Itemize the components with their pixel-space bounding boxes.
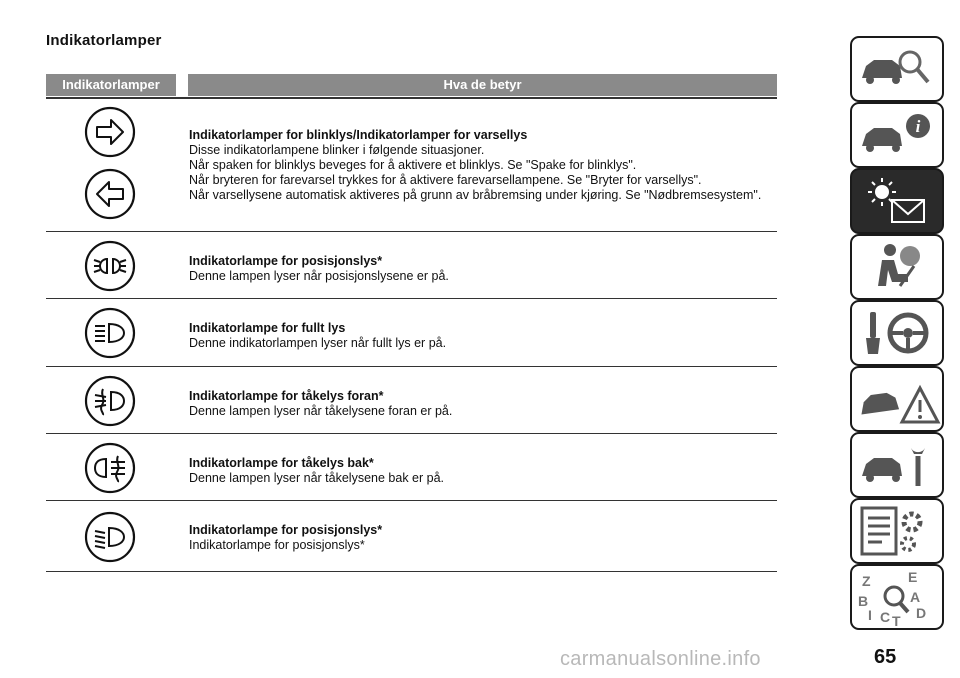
car-info-icon bbox=[852, 104, 942, 166]
car-search-icon bbox=[852, 38, 942, 100]
row-text-line: Når varsellysene automatisk aktiveres på grunn av bråbremsing under kjøring. Se "Nødbremsesystem". bbox=[189, 188, 762, 202]
table-bottom-border bbox=[46, 571, 777, 572]
turn-right-arrow-icon bbox=[84, 106, 136, 158]
key-steering-wheel-icon bbox=[852, 302, 942, 364]
tab-safety[interactable] bbox=[850, 234, 944, 300]
column-header-meaning: Hva de betyr bbox=[188, 74, 777, 96]
index-letter: B bbox=[858, 593, 869, 609]
table-row bbox=[46, 434, 777, 501]
chapter-tabs bbox=[850, 0, 960, 678]
row-title: Indikatorlampe for posisjonslys* bbox=[189, 254, 383, 268]
high-beam-icon bbox=[84, 307, 136, 359]
watermark: carmanualsonline.info bbox=[560, 648, 761, 670]
page-title: Indikatorlamper bbox=[46, 32, 162, 49]
column-header-icons: Indikatorlamper bbox=[46, 74, 176, 96]
tab-car-search[interactable] bbox=[850, 36, 944, 102]
tab-warning-lights[interactable] bbox=[850, 168, 944, 234]
svg-text:i: i bbox=[915, 117, 921, 136]
position-lights-icon bbox=[84, 240, 136, 292]
row-text-line: Disse indikatorlampene blinker i følgende situasjoner. bbox=[189, 143, 485, 157]
low-beam-icon bbox=[84, 511, 136, 563]
row-title: Indikatorlampe for fullt lys bbox=[189, 321, 346, 335]
tab-starting-driving[interactable] bbox=[850, 300, 944, 366]
row-text-line: Denne lampen lyser når posisjonslysene er på. bbox=[189, 269, 449, 283]
tab-technical-data[interactable] bbox=[850, 498, 944, 564]
table-row bbox=[46, 98, 777, 232]
row-text-line: Denne lampen lyser når tåkelysene bak er på. bbox=[189, 471, 445, 485]
table-row bbox=[46, 501, 777, 571]
row-title: Indikatorlamper for blinklys/Indikatorlamper for varsellys bbox=[189, 128, 528, 142]
index-letter: I bbox=[868, 607, 872, 623]
index-letter: T bbox=[892, 613, 901, 628]
row-title: Indikatorlampe for posisjonslys* bbox=[189, 523, 383, 537]
table-row bbox=[46, 232, 777, 298]
index-letter: A bbox=[910, 589, 921, 605]
tab-car-info[interactable] bbox=[850, 102, 944, 168]
row-text-line: Når spaken for blinklys beveges for å aktivere et blinklys. Se "Spake for blinklys". bbox=[189, 158, 637, 172]
row-title: Indikatorlampe for tåkelys bak* bbox=[189, 456, 374, 470]
row-text-line: Denne lampen lyser når tåkelysene foran er på. bbox=[189, 404, 453, 418]
index-letter: E bbox=[908, 569, 918, 585]
tab-index[interactable] bbox=[850, 564, 944, 630]
table-row bbox=[46, 367, 777, 434]
table-row bbox=[46, 299, 777, 366]
index-letter: D bbox=[916, 605, 927, 621]
row-title: Indikatorlampe for tåkelys foran* bbox=[189, 389, 384, 403]
specifications-gear-icon bbox=[852, 500, 942, 562]
car-wrench-icon bbox=[852, 434, 942, 496]
row-text-line: Når bryteren for farevarsel trykkes for å aktivere farevarsellampene. Se "Bryter for varsellys". bbox=[189, 173, 702, 187]
rear-fog-light-icon bbox=[84, 442, 136, 494]
front-fog-light-icon bbox=[84, 375, 136, 427]
tab-maintenance[interactable] bbox=[850, 432, 944, 498]
index-letter: Z bbox=[862, 573, 871, 589]
page-number: 65 bbox=[874, 646, 897, 668]
row-text-line: Denne indikatorlampen lyser når fullt lys er på. bbox=[189, 336, 447, 350]
warning-light-message-icon bbox=[852, 170, 942, 232]
index-letter: C bbox=[880, 609, 891, 625]
tab-emergency[interactable] bbox=[850, 366, 944, 432]
row-text-line: Indikatorlampe for posisjonslys* bbox=[189, 538, 365, 552]
alphabetical-index-icon bbox=[852, 566, 942, 628]
seat-airbag-icon bbox=[852, 236, 942, 298]
car-accident-warning-icon bbox=[852, 368, 942, 430]
turn-left-arrow-icon bbox=[84, 168, 136, 220]
